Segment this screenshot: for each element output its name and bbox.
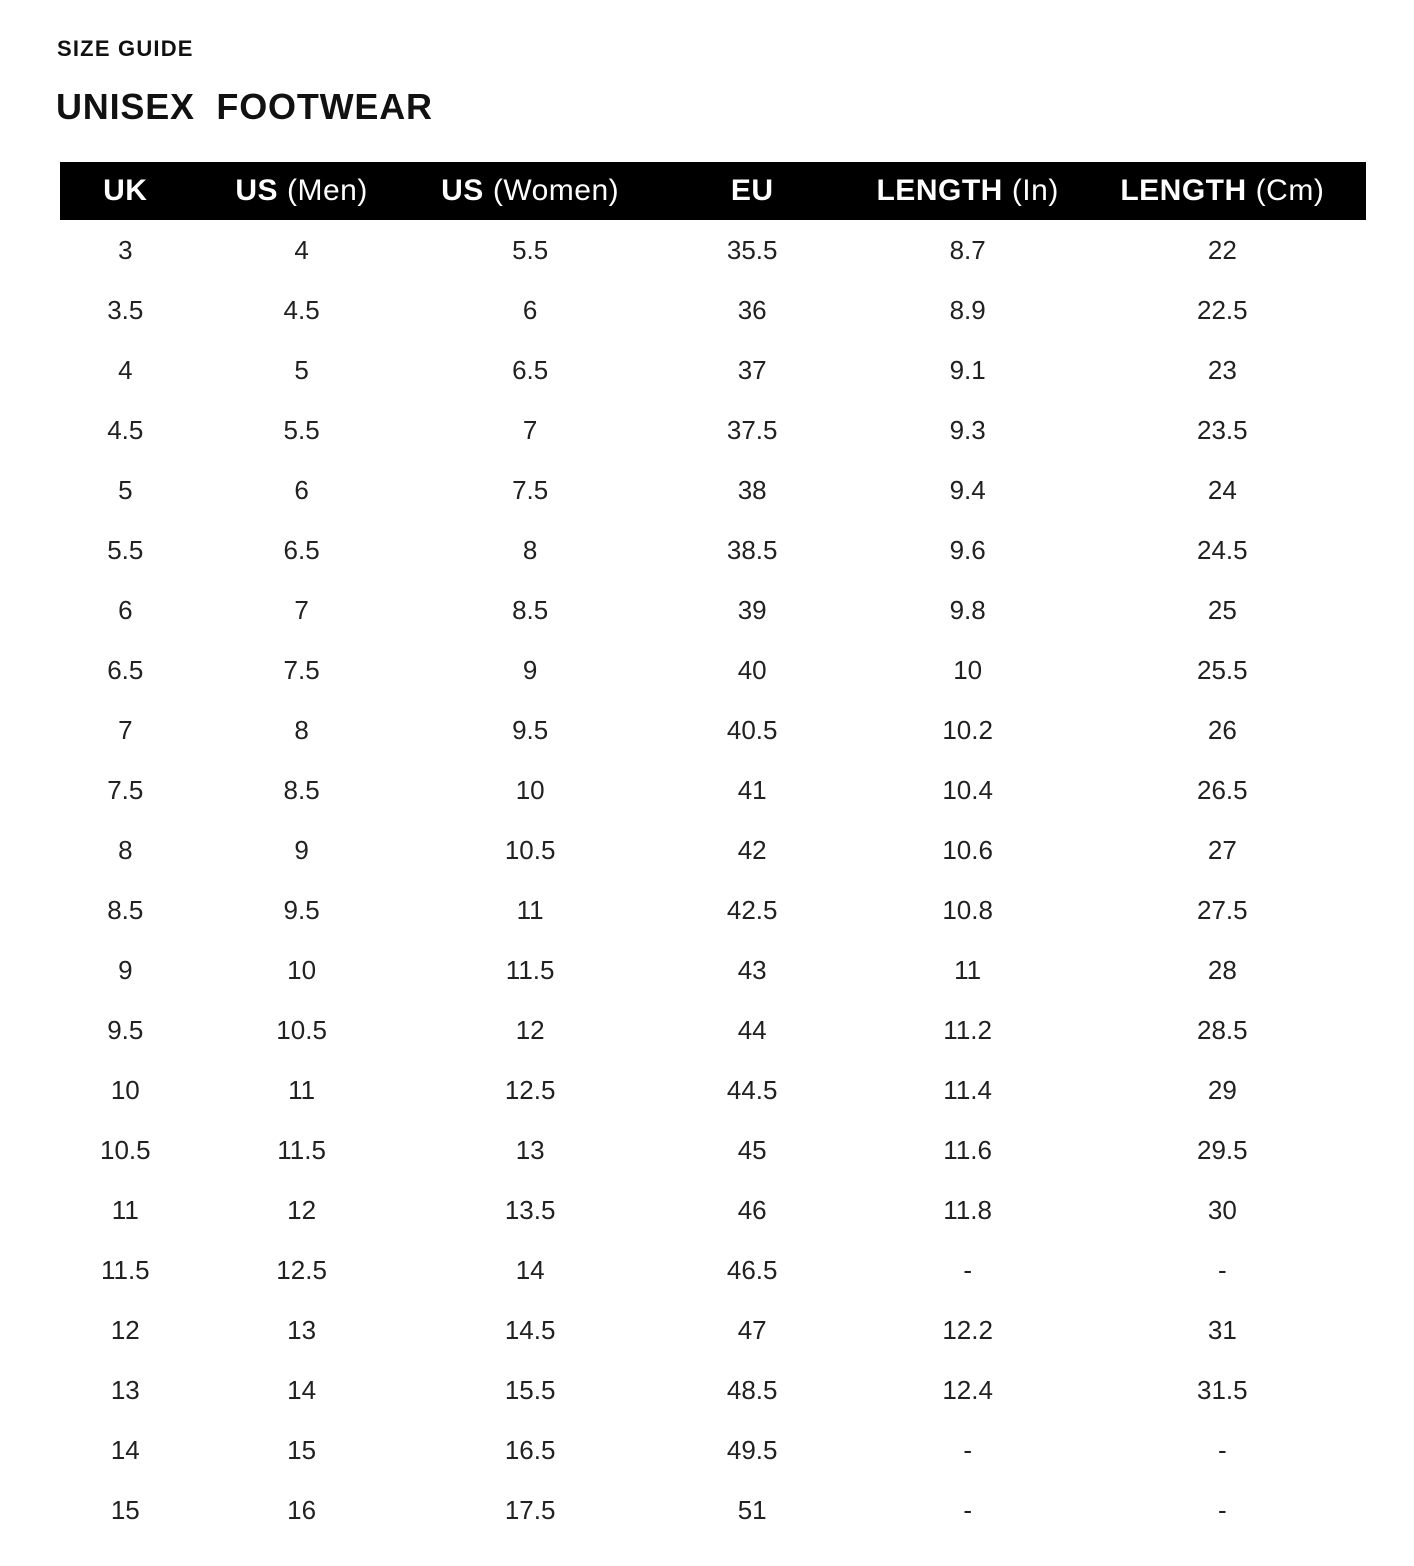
cell-eu: 42.5 bbox=[726, 894, 778, 925]
table-row bbox=[60, 1360, 1366, 1420]
cell-us-women: 9 bbox=[522, 654, 538, 685]
cell-eu: 48.5 bbox=[726, 1374, 778, 1405]
cell-us-men: 7.5 bbox=[283, 654, 320, 685]
cell-uk: 9.5 bbox=[107, 1014, 144, 1045]
column-header-us-women bbox=[413, 162, 648, 220]
column-header-label: EU bbox=[730, 174, 774, 207]
cell-length-in: 12.2 bbox=[942, 1314, 993, 1345]
cell-uk: 4.5 bbox=[107, 414, 144, 445]
cell-us-men: 9.5 bbox=[283, 894, 320, 925]
cell-eu: 36 bbox=[737, 294, 767, 325]
cell-length-cm: 22.5 bbox=[1197, 294, 1248, 325]
cell-eu: 39 bbox=[737, 594, 767, 625]
cell-us-men: 7 bbox=[294, 594, 309, 625]
table-row bbox=[60, 1480, 1366, 1540]
column-header-length-in bbox=[857, 162, 1079, 220]
cell-us-women: 8.5 bbox=[512, 594, 549, 625]
cell-length-cm: - bbox=[1217, 1254, 1227, 1285]
cell-eu: 42 bbox=[737, 834, 767, 865]
table-row bbox=[60, 1240, 1366, 1300]
cell-us-women: 15.5 bbox=[504, 1374, 556, 1405]
column-header-label: LENGTH bbox=[876, 174, 1003, 207]
cell-length-cm: 28.5 bbox=[1197, 1014, 1248, 1045]
cell-length-cm: 25 bbox=[1207, 594, 1237, 625]
cell-us-women: 11.5 bbox=[505, 954, 555, 985]
cell-us-women: 10 bbox=[515, 774, 545, 805]
cell-uk: 9 bbox=[118, 954, 133, 985]
column-header-label: LENGTH bbox=[1120, 174, 1247, 207]
cell-us-women: 17.5 bbox=[504, 1494, 556, 1525]
cell-length-in: 10 bbox=[953, 654, 983, 685]
cell-us-men: 8.5 bbox=[283, 774, 320, 805]
cell-eu: 51 bbox=[737, 1494, 767, 1525]
cell-length-cm: 28 bbox=[1207, 954, 1237, 985]
cell-length-in: 9.4 bbox=[949, 474, 986, 505]
cell-uk: 10 bbox=[110, 1074, 140, 1105]
cell-us-men: 5.5 bbox=[283, 414, 320, 445]
cell-us-men: 9 bbox=[294, 834, 309, 865]
cell-length-in: 9.1 bbox=[949, 354, 986, 385]
cell-eu: 49.5 bbox=[726, 1434, 778, 1465]
table-row bbox=[60, 400, 1366, 460]
cell-length-cm: 23.5 bbox=[1197, 414, 1248, 445]
table-row bbox=[60, 760, 1366, 820]
cell-eu: 38 bbox=[737, 474, 767, 505]
cell-uk: 11 bbox=[111, 1194, 139, 1225]
cell-uk: 5.5 bbox=[107, 534, 144, 565]
cell-uk: 6 bbox=[118, 594, 133, 625]
cell-eu: 45 bbox=[737, 1134, 767, 1165]
cell-length-in: 11.6 bbox=[943, 1134, 992, 1165]
cell-us-women: 7.5 bbox=[512, 474, 549, 505]
cell-uk: 7.5 bbox=[107, 774, 144, 805]
cell-length-cm: 24 bbox=[1207, 474, 1237, 505]
column-header-length-cm bbox=[1079, 162, 1366, 220]
cell-us-men: 12 bbox=[287, 1194, 317, 1225]
cell-uk: 14 bbox=[110, 1434, 140, 1465]
cell-length-in: - bbox=[963, 1494, 972, 1525]
cell-eu: 37 bbox=[737, 354, 767, 385]
cell-uk: 8.5 bbox=[107, 894, 144, 925]
cell-us-men: 13 bbox=[287, 1314, 317, 1345]
cell-us-men: 10.5 bbox=[276, 1014, 327, 1045]
cell-length-cm: 27.5 bbox=[1197, 894, 1248, 925]
table-row bbox=[60, 640, 1366, 700]
cell-us-men: 11 bbox=[288, 1074, 316, 1105]
cell-uk: 10.5 bbox=[99, 1134, 151, 1165]
cell-eu: 46 bbox=[737, 1194, 767, 1225]
cell-length-in: 8.7 bbox=[949, 234, 986, 265]
cell-eu: 35.5 bbox=[726, 234, 778, 265]
page-title: UNISEX FOOTWEAR bbox=[56, 86, 433, 127]
cell-eu: 46.5 bbox=[726, 1254, 778, 1285]
cell-us-men: 15 bbox=[287, 1434, 317, 1465]
cell-us-women: 13 bbox=[515, 1134, 545, 1165]
cell-uk: 3 bbox=[118, 234, 133, 265]
cell-eu: 41 bbox=[737, 774, 767, 805]
table-row bbox=[60, 520, 1366, 580]
table-row bbox=[60, 880, 1366, 940]
cell-length-in: 10.4 bbox=[942, 774, 993, 805]
cell-us-women: 5.5 bbox=[512, 234, 549, 265]
cell-length-cm: 26.5 bbox=[1197, 774, 1248, 805]
cell-length-in: 11.8 bbox=[943, 1194, 992, 1225]
cell-length-cm: 26 bbox=[1207, 714, 1237, 745]
cell-us-women: 10.5 bbox=[504, 834, 556, 865]
cell-us-women: 14 bbox=[515, 1254, 545, 1285]
size-guide-eyebrow: SIZE GUIDE bbox=[57, 36, 194, 61]
cell-length-in: - bbox=[963, 1254, 972, 1285]
cell-eu: 37.5 bbox=[726, 414, 778, 445]
cell-us-men: 11.5 bbox=[277, 1134, 326, 1165]
cell-length-in: 11 bbox=[954, 954, 982, 985]
cell-length-cm: - bbox=[1217, 1434, 1227, 1465]
column-header-unit: (Women) bbox=[492, 174, 620, 207]
cell-us-women: 13.5 bbox=[504, 1194, 556, 1225]
cell-length-in: 12.4 bbox=[942, 1374, 993, 1405]
cell-us-women: 14.5 bbox=[504, 1314, 556, 1345]
cell-eu: 38.5 bbox=[726, 534, 778, 565]
size-table-body bbox=[60, 220, 1366, 1540]
table-row bbox=[60, 1120, 1366, 1180]
table-row bbox=[60, 1420, 1366, 1480]
cell-us-men: 6.5 bbox=[283, 534, 320, 565]
table-row bbox=[60, 340, 1366, 400]
table-row bbox=[60, 220, 1366, 280]
cell-length-cm: 23 bbox=[1207, 354, 1237, 385]
cell-length-in: 9.3 bbox=[949, 414, 986, 445]
cell-uk: 12 bbox=[110, 1314, 140, 1345]
cell-us-men: 8 bbox=[294, 714, 309, 745]
cell-length-cm: 31 bbox=[1207, 1314, 1237, 1345]
table-row bbox=[60, 580, 1366, 640]
cell-length-cm: 27 bbox=[1207, 834, 1237, 865]
cell-us-women: 9.5 bbox=[512, 714, 549, 745]
cell-eu: 44 bbox=[737, 1014, 767, 1045]
cell-uk: 8 bbox=[118, 834, 133, 865]
cell-us-women: 16.5 bbox=[504, 1434, 556, 1465]
header-row bbox=[60, 162, 1366, 220]
cell-uk: 3.5 bbox=[107, 294, 144, 325]
table-row bbox=[60, 820, 1366, 880]
table-row bbox=[60, 1000, 1366, 1060]
cell-length-cm: 25.5 bbox=[1197, 654, 1248, 685]
column-header-unit: (Men) bbox=[287, 174, 368, 207]
cell-us-women: 6 bbox=[522, 294, 538, 325]
size-table-header bbox=[60, 162, 1366, 220]
cell-us-women: 11 bbox=[516, 894, 544, 925]
cell-length-cm: 31.5 bbox=[1197, 1374, 1248, 1405]
cell-length-in: 11.4 bbox=[943, 1074, 992, 1105]
cell-eu: 43 bbox=[737, 954, 767, 985]
cell-eu: 40 bbox=[737, 654, 767, 685]
cell-length-in: 10.8 bbox=[942, 894, 993, 925]
cell-us-women: 6.5 bbox=[512, 354, 549, 385]
cell-us-men: 14 bbox=[287, 1374, 317, 1405]
cell-us-men: 4.5 bbox=[283, 294, 320, 325]
table-row bbox=[60, 280, 1366, 340]
cell-length-in: 9.6 bbox=[949, 534, 986, 565]
cell-length-cm: 22 bbox=[1207, 234, 1237, 265]
cell-length-cm: 29.5 bbox=[1197, 1134, 1248, 1165]
cell-uk: 15 bbox=[110, 1494, 140, 1525]
cell-us-men: 12.5 bbox=[276, 1254, 327, 1285]
column-header-uk bbox=[60, 162, 191, 220]
cell-length-in: 9.8 bbox=[949, 594, 986, 625]
cell-length-in: 10.2 bbox=[942, 714, 993, 745]
cell-length-in: 8.9 bbox=[949, 294, 986, 325]
column-header-us-men bbox=[191, 162, 413, 220]
cell-us-women: 12.5 bbox=[504, 1074, 556, 1105]
cell-length-cm: 30 bbox=[1207, 1194, 1237, 1225]
cell-us-women: 8 bbox=[522, 534, 538, 565]
cell-us-men: 16 bbox=[287, 1494, 317, 1525]
cell-us-men: 6 bbox=[294, 474, 309, 505]
cell-length-cm: 24.5 bbox=[1197, 534, 1248, 565]
cell-length-cm: 29 bbox=[1207, 1074, 1237, 1105]
column-header-unit: (Cm) bbox=[1255, 174, 1325, 207]
table-row bbox=[60, 1300, 1366, 1360]
column-header-label: US bbox=[235, 174, 279, 207]
cell-us-men: 4 bbox=[294, 234, 309, 265]
cell-length-cm: - bbox=[1217, 1494, 1227, 1525]
cell-uk: 11.5 bbox=[100, 1254, 150, 1285]
cell-uk: 13 bbox=[110, 1374, 140, 1405]
cell-length-in: 10.6 bbox=[942, 834, 993, 865]
cell-uk: 4 bbox=[118, 354, 133, 385]
column-header-label: US bbox=[441, 174, 484, 207]
table-row bbox=[60, 700, 1366, 760]
table-row bbox=[60, 940, 1366, 1000]
cell-uk: 5 bbox=[118, 474, 133, 505]
column-header-unit: (In) bbox=[1011, 174, 1059, 207]
cell-uk: 6.5 bbox=[107, 654, 144, 685]
cell-eu: 40.5 bbox=[726, 714, 778, 745]
size-table bbox=[60, 162, 1366, 1540]
cell-us-women: 7 bbox=[522, 414, 538, 445]
column-header-eu bbox=[648, 162, 857, 220]
cell-us-women: 12 bbox=[515, 1014, 545, 1045]
table-row bbox=[60, 1180, 1366, 1240]
cell-eu: 44.5 bbox=[726, 1074, 778, 1105]
cell-us-men: 5 bbox=[294, 354, 309, 385]
table-row bbox=[60, 460, 1366, 520]
cell-length-in: 11.2 bbox=[943, 1014, 992, 1045]
cell-uk: 7 bbox=[118, 714, 133, 745]
cell-eu: 47 bbox=[737, 1314, 767, 1345]
cell-length-in: - bbox=[963, 1434, 972, 1465]
cell-us-men: 10 bbox=[287, 954, 317, 985]
column-header-label: UK bbox=[103, 174, 148, 207]
table-row bbox=[60, 1060, 1366, 1120]
